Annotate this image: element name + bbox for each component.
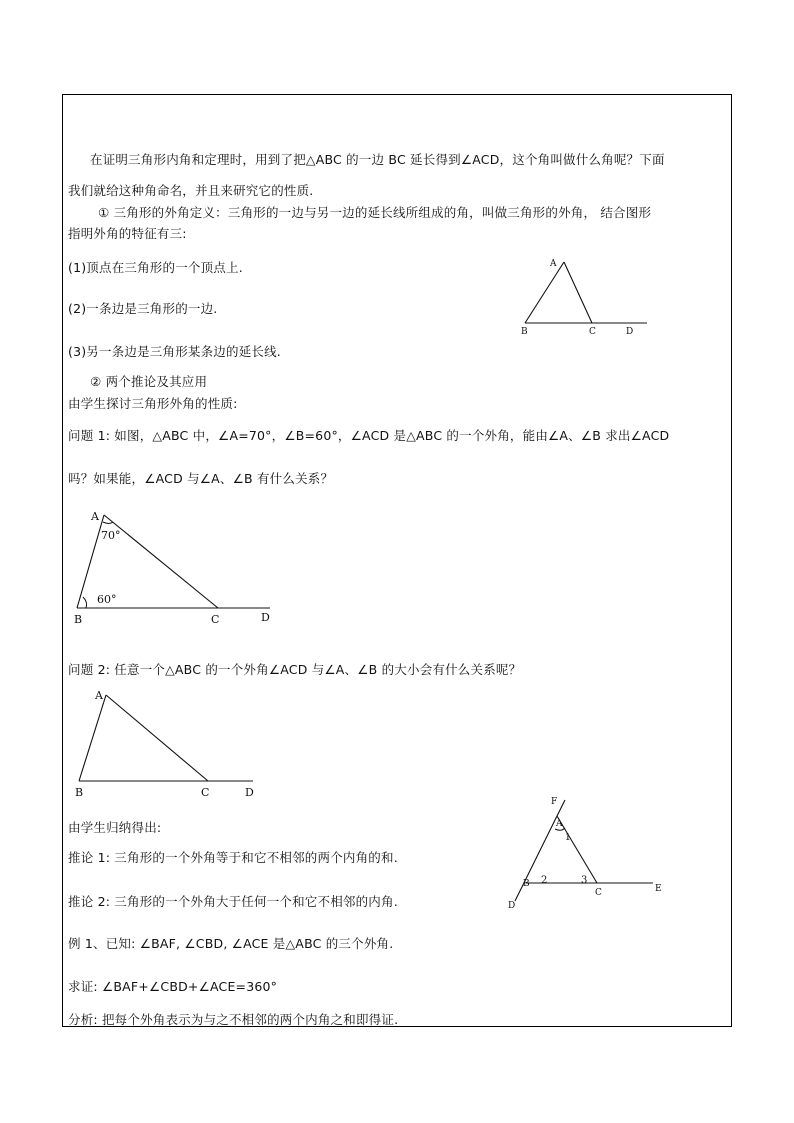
section2-heading: ② 两个推论及其应用 — [90, 374, 208, 389]
label-b: B — [75, 786, 84, 799]
question1-line-2: 吗？如果能，∠ACD 与∠A、∠B 有什么关系？ — [68, 471, 334, 486]
figure-exterior-angle — [510, 252, 660, 342]
label-a: A — [556, 819, 563, 829]
angle-a-value: 70° — [101, 529, 121, 542]
analysis: 分析: 把每个外角表示为与之不相邻的两个内角之和即得证. — [68, 1012, 399, 1027]
label-a: A — [95, 689, 103, 702]
label-d: D — [508, 901, 516, 911]
angle-b-value: 60° — [97, 593, 117, 606]
figure-question-2 — [70, 686, 270, 801]
label-a: A — [91, 510, 99, 523]
feature-1: (1)顶点在三角形的一个顶点上. — [68, 260, 243, 275]
label-d: D — [261, 611, 270, 624]
summary-intro: 由学生归纳得出: — [68, 820, 162, 835]
intro-line-2: 我们就给这种角命名，并且来研究它的性质. — [68, 183, 314, 198]
section2-intro: 由学生探讨三角形外角的性质: — [68, 396, 238, 411]
example-1: 例 1、已知: ∠BAF, ∠CBD, ∠ACE 是△ABC 的三个外角. — [68, 936, 394, 951]
definition-line-1: ① 三角形的外角定义：三角形的一边与另一边的延长线所组成的角，叫做三角形的外角， 结合图形 — [98, 205, 652, 220]
label-a: A — [550, 259, 557, 269]
label-b: B — [523, 879, 530, 889]
intro-line-1: 在证明三角形内角和定理时，用到了把△ABC 的一边 BC 延长得到∠ACD，这个角叫做什么角呢？下面 — [90, 152, 665, 167]
angle-2: 2 — [541, 875, 548, 886]
label-d: D — [626, 327, 634, 337]
angle-1: 1 — [565, 833, 571, 843]
label-c: C — [589, 327, 596, 337]
definition-line-2: 指明外角的特征有三: — [68, 226, 187, 241]
label-b: B — [74, 613, 83, 626]
label-c: C — [595, 888, 602, 898]
feature-3: (3)另一条边是三角形某条边的延长线. — [68, 344, 281, 359]
figure-example-1 — [495, 795, 675, 915]
corollary-2: 推论 2: 三角形的一个外角大于任何一个和它不相邻的内角. — [68, 894, 398, 909]
label-c: C — [201, 786, 210, 799]
label-b: B — [521, 327, 528, 337]
question2: 问题 2: 任意一个△ABC 的一个外角∠ACD 与∠A、∠B 的大小会有什么关系呢？ — [68, 662, 522, 677]
question1-line-1: 问题 1: 如图，△ABC 中，∠A=70°，∠B=60°，∠ACD 是△ABC 的一个外角，能由∠A、∠B 求出∠ACD — [68, 428, 670, 443]
angle-3: 3 — [581, 875, 588, 886]
feature-2: (2)一条边是三角形的一边. — [68, 301, 218, 316]
corollary-1: 推论 1: 三角形的一个外角等于和它不相邻的两个内角的和. — [68, 850, 398, 865]
label-f: F — [551, 797, 558, 807]
label-d: D — [245, 786, 254, 799]
label-e: E — [655, 884, 662, 894]
prove-statement: 求证: ∠BAF+∠CBD+∠ACE=360° — [68, 979, 278, 994]
figure-question-1 — [70, 505, 290, 635]
label-c: C — [211, 613, 220, 626]
